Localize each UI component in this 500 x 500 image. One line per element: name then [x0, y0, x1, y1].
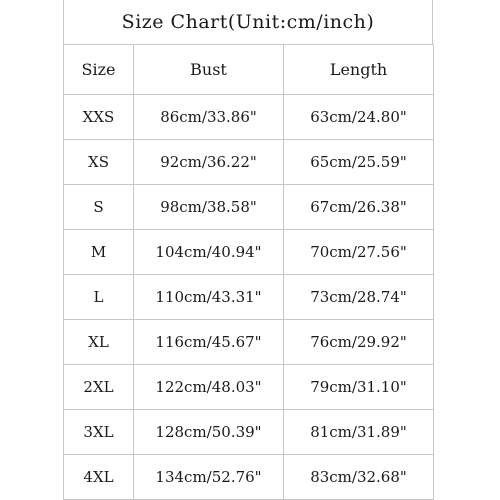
chart-title: Size Chart(Unit:cm/inch) [63, 0, 433, 44]
size-cell: M [64, 230, 134, 275]
length-cell: 63cm/24.80" [284, 95, 434, 140]
size-cell: 2XL [64, 365, 134, 410]
size-cell: 4XL [64, 455, 134, 500]
size-cell: XL [64, 320, 134, 365]
header-length: Length [284, 45, 434, 95]
length-cell: 79cm/31.10" [284, 365, 434, 410]
table-row [64, 410, 434, 455]
table-row [64, 275, 434, 320]
bust-cell: 98cm/38.58" [134, 185, 284, 230]
header-row [64, 45, 434, 95]
bust-cell: 122cm/48.03" [134, 365, 284, 410]
length-cell: 83cm/32.68" [284, 455, 434, 500]
size-table [63, 44, 434, 500]
size-chart [63, 0, 433, 500]
length-cell: 67cm/26.38" [284, 185, 434, 230]
bust-cell: 116cm/45.67" [134, 320, 284, 365]
header-bust: Bust [134, 45, 284, 95]
size-cell: 3XL [64, 410, 134, 455]
size-cell: L [64, 275, 134, 320]
table-row [64, 185, 434, 230]
table-row [64, 95, 434, 140]
size-cell: S [64, 185, 134, 230]
bust-cell: 104cm/40.94" [134, 230, 284, 275]
length-cell: 73cm/28.74" [284, 275, 434, 320]
bust-cell: 110cm/43.31" [134, 275, 284, 320]
header-size: Size [64, 45, 134, 95]
size-cell: XXS [64, 95, 134, 140]
bust-cell: 92cm/36.22" [134, 140, 284, 185]
size-rows [64, 95, 434, 500]
bust-cell: 128cm/50.39" [134, 410, 284, 455]
table-row [64, 320, 434, 365]
bust-cell: 86cm/33.86" [134, 95, 284, 140]
length-cell: 65cm/25.59" [284, 140, 434, 185]
table-row [64, 140, 434, 185]
table-row [64, 230, 434, 275]
size-cell: XS [64, 140, 134, 185]
table-row [64, 455, 434, 500]
length-cell: 81cm/31.89" [284, 410, 434, 455]
bust-cell: 134cm/52.76" [134, 455, 284, 500]
length-cell: 76cm/29.92" [284, 320, 434, 365]
table-row [64, 365, 434, 410]
length-cell: 70cm/27.56" [284, 230, 434, 275]
